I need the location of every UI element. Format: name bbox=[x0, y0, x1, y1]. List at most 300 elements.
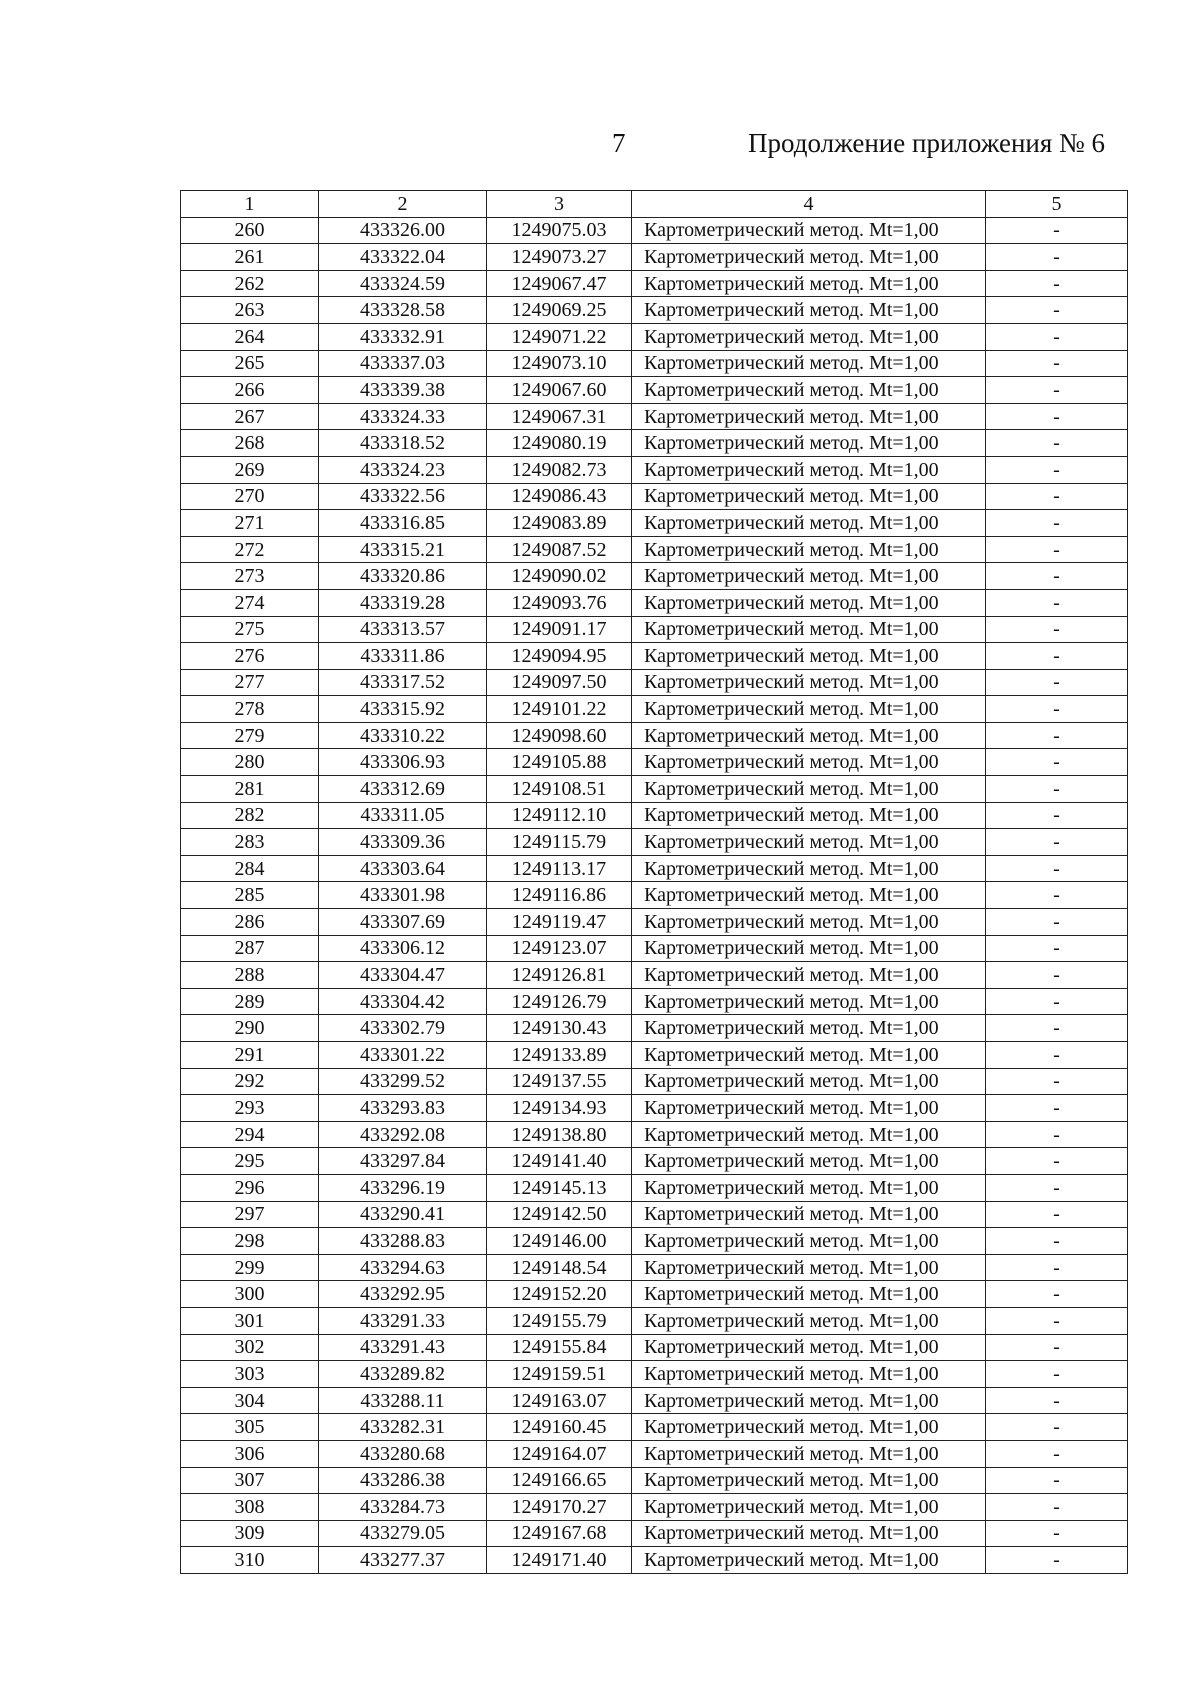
note-cell: - bbox=[986, 1414, 1128, 1441]
x-coordinate-cell: 433310.22 bbox=[319, 722, 487, 749]
y-coordinate-cell: 1249134.93 bbox=[487, 1095, 632, 1122]
table-row bbox=[181, 217, 1128, 244]
point-number-cell: 296 bbox=[181, 1174, 319, 1201]
note-cell: - bbox=[986, 829, 1128, 856]
x-coordinate-cell: 433317.52 bbox=[319, 669, 487, 696]
x-coordinate-cell: 433320.86 bbox=[319, 563, 487, 590]
y-coordinate-cell: 1249138.80 bbox=[487, 1121, 632, 1148]
table-row bbox=[181, 510, 1128, 537]
x-coordinate-cell: 433293.83 bbox=[319, 1095, 487, 1122]
y-coordinate-cell: 1249141.40 bbox=[487, 1148, 632, 1175]
x-coordinate-cell: 433311.86 bbox=[319, 643, 487, 670]
x-coordinate-cell: 433289.82 bbox=[319, 1361, 487, 1388]
note-cell: - bbox=[986, 589, 1128, 616]
method-cell: Картометрический метод. Mt=1,00 bbox=[632, 829, 986, 856]
table-row bbox=[181, 1520, 1128, 1547]
note-cell: - bbox=[986, 935, 1128, 962]
method-cell: Картометрический метод. Mt=1,00 bbox=[632, 589, 986, 616]
method-cell: Картометрический метод. Mt=1,00 bbox=[632, 1361, 986, 1388]
y-coordinate-cell: 1249155.79 bbox=[487, 1307, 632, 1334]
table-row bbox=[181, 456, 1128, 483]
method-cell: Картометрический метод. Mt=1,00 bbox=[632, 1254, 986, 1281]
point-number-cell: 269 bbox=[181, 456, 319, 483]
table-row bbox=[181, 1547, 1128, 1574]
y-coordinate-cell: 1249090.02 bbox=[487, 563, 632, 590]
method-cell: Картометрический метод. Mt=1,00 bbox=[632, 270, 986, 297]
table-row bbox=[181, 1068, 1128, 1095]
table-row bbox=[181, 1467, 1128, 1494]
y-coordinate-cell: 1249067.47 bbox=[487, 270, 632, 297]
table-row bbox=[181, 909, 1128, 936]
note-cell: - bbox=[986, 909, 1128, 936]
table-row bbox=[181, 829, 1128, 856]
point-number-cell: 297 bbox=[181, 1201, 319, 1228]
point-number-cell: 265 bbox=[181, 350, 319, 377]
note-cell: - bbox=[986, 643, 1128, 670]
method-cell: Картометрический метод. Mt=1,00 bbox=[632, 323, 986, 350]
column-header: 5 bbox=[986, 191, 1128, 218]
table-row bbox=[181, 536, 1128, 563]
y-coordinate-cell: 1249166.65 bbox=[487, 1467, 632, 1494]
method-cell: Картометрический метод. Mt=1,00 bbox=[632, 962, 986, 989]
y-coordinate-cell: 1249126.79 bbox=[487, 988, 632, 1015]
method-cell: Картометрический метод. Mt=1,00 bbox=[632, 1440, 986, 1467]
method-cell: Картометрический метод. Mt=1,00 bbox=[632, 722, 986, 749]
point-number-cell: 295 bbox=[181, 1148, 319, 1175]
x-coordinate-cell: 433292.08 bbox=[319, 1121, 487, 1148]
method-cell: Картометрический метод. Mt=1,00 bbox=[632, 1042, 986, 1069]
method-cell: Картометрический метод. Mt=1,00 bbox=[632, 802, 986, 829]
x-coordinate-cell: 433290.41 bbox=[319, 1201, 487, 1228]
y-coordinate-cell: 1249093.76 bbox=[487, 589, 632, 616]
x-coordinate-cell: 433301.22 bbox=[319, 1042, 487, 1069]
table-row bbox=[181, 270, 1128, 297]
table-row bbox=[181, 882, 1128, 909]
table-row bbox=[181, 935, 1128, 962]
table-row bbox=[181, 669, 1128, 696]
method-cell: Картометрический метод. Mt=1,00 bbox=[632, 217, 986, 244]
y-coordinate-cell: 1249163.07 bbox=[487, 1387, 632, 1414]
note-cell: - bbox=[986, 669, 1128, 696]
y-coordinate-cell: 1249148.54 bbox=[487, 1254, 632, 1281]
point-number-cell: 290 bbox=[181, 1015, 319, 1042]
x-coordinate-cell: 433303.64 bbox=[319, 855, 487, 882]
table-row bbox=[181, 1334, 1128, 1361]
point-number-cell: 273 bbox=[181, 563, 319, 590]
point-number-cell: 264 bbox=[181, 323, 319, 350]
method-cell: Картометрический метод. Mt=1,00 bbox=[632, 377, 986, 404]
note-cell: - bbox=[986, 616, 1128, 643]
table-row bbox=[181, 616, 1128, 643]
method-cell: Картометрический метод. Mt=1,00 bbox=[632, 1148, 986, 1175]
note-cell: - bbox=[986, 962, 1128, 989]
point-number-cell: 271 bbox=[181, 510, 319, 537]
table-row bbox=[181, 323, 1128, 350]
y-coordinate-cell: 1249097.50 bbox=[487, 669, 632, 696]
x-coordinate-cell: 433291.43 bbox=[319, 1334, 487, 1361]
method-cell: Картометрический метод. Mt=1,00 bbox=[632, 1015, 986, 1042]
y-coordinate-cell: 1249071.22 bbox=[487, 323, 632, 350]
point-number-cell: 292 bbox=[181, 1068, 319, 1095]
y-coordinate-cell: 1249119.47 bbox=[487, 909, 632, 936]
point-number-cell: 301 bbox=[181, 1307, 319, 1334]
method-cell: Картометрический метод. Mt=1,00 bbox=[632, 1414, 986, 1441]
method-cell: Картометрический метод. Mt=1,00 bbox=[632, 1494, 986, 1521]
x-coordinate-cell: 433324.33 bbox=[319, 403, 487, 430]
point-number-cell: 310 bbox=[181, 1547, 319, 1574]
table-body bbox=[181, 217, 1128, 1573]
note-cell: - bbox=[986, 749, 1128, 776]
y-coordinate-cell: 1249116.86 bbox=[487, 882, 632, 909]
note-cell: - bbox=[986, 1361, 1128, 1388]
y-coordinate-cell: 1249133.89 bbox=[487, 1042, 632, 1069]
table-row bbox=[181, 749, 1128, 776]
point-number-cell: 304 bbox=[181, 1387, 319, 1414]
y-coordinate-cell: 1249142.50 bbox=[487, 1201, 632, 1228]
point-number-cell: 260 bbox=[181, 217, 319, 244]
method-cell: Картометрический метод. Mt=1,00 bbox=[632, 1307, 986, 1334]
header-row bbox=[181, 191, 1128, 218]
x-coordinate-cell: 433296.19 bbox=[319, 1174, 487, 1201]
y-coordinate-cell: 1249098.60 bbox=[487, 722, 632, 749]
table-row bbox=[181, 297, 1128, 324]
table-row bbox=[181, 1174, 1128, 1201]
y-coordinate-cell: 1249067.60 bbox=[487, 377, 632, 404]
note-cell: - bbox=[986, 430, 1128, 457]
note-cell: - bbox=[986, 536, 1128, 563]
method-cell: Картометрический метод. Mt=1,00 bbox=[632, 430, 986, 457]
note-cell: - bbox=[986, 1281, 1128, 1308]
point-number-cell: 307 bbox=[181, 1467, 319, 1494]
note-cell: - bbox=[986, 882, 1128, 909]
y-coordinate-cell: 1249075.03 bbox=[487, 217, 632, 244]
x-coordinate-cell: 433324.23 bbox=[319, 456, 487, 483]
x-coordinate-cell: 433304.42 bbox=[319, 988, 487, 1015]
note-cell: - bbox=[986, 776, 1128, 803]
y-coordinate-cell: 1249146.00 bbox=[487, 1228, 632, 1255]
point-number-cell: 280 bbox=[181, 749, 319, 776]
x-coordinate-cell: 433306.12 bbox=[319, 935, 487, 962]
method-cell: Картометрический метод. Mt=1,00 bbox=[632, 403, 986, 430]
table-row bbox=[181, 1228, 1128, 1255]
note-cell: - bbox=[986, 563, 1128, 590]
method-cell: Картометрический метод. Mt=1,00 bbox=[632, 1547, 986, 1574]
note-cell: - bbox=[986, 1254, 1128, 1281]
table-row bbox=[181, 1121, 1128, 1148]
point-number-cell: 300 bbox=[181, 1281, 319, 1308]
y-coordinate-cell: 1249126.81 bbox=[487, 962, 632, 989]
coordinates-table bbox=[180, 190, 1128, 1574]
table-row bbox=[181, 776, 1128, 803]
note-cell: - bbox=[986, 456, 1128, 483]
x-coordinate-cell: 433312.69 bbox=[319, 776, 487, 803]
note-cell: - bbox=[986, 1201, 1128, 1228]
note-cell: - bbox=[986, 1228, 1128, 1255]
x-coordinate-cell: 433324.59 bbox=[319, 270, 487, 297]
table-row bbox=[181, 643, 1128, 670]
point-number-cell: 291 bbox=[181, 1042, 319, 1069]
table-row bbox=[181, 1307, 1128, 1334]
point-number-cell: 299 bbox=[181, 1254, 319, 1281]
y-coordinate-cell: 1249108.51 bbox=[487, 776, 632, 803]
note-cell: - bbox=[986, 1148, 1128, 1175]
point-number-cell: 282 bbox=[181, 802, 319, 829]
x-coordinate-cell: 433304.47 bbox=[319, 962, 487, 989]
table-row bbox=[181, 1042, 1128, 1069]
note-cell: - bbox=[986, 403, 1128, 430]
y-coordinate-cell: 1249152.20 bbox=[487, 1281, 632, 1308]
table-row bbox=[181, 696, 1128, 723]
table-row bbox=[181, 430, 1128, 457]
note-cell: - bbox=[986, 1494, 1128, 1521]
method-cell: Картометрический метод. Mt=1,00 bbox=[632, 1334, 986, 1361]
point-number-cell: 303 bbox=[181, 1361, 319, 1388]
note-cell: - bbox=[986, 696, 1128, 723]
x-coordinate-cell: 433288.11 bbox=[319, 1387, 487, 1414]
table-row bbox=[181, 988, 1128, 1015]
point-number-cell: 306 bbox=[181, 1440, 319, 1467]
point-number-cell: 278 bbox=[181, 696, 319, 723]
method-cell: Картометрический метод. Mt=1,00 bbox=[632, 1228, 986, 1255]
y-coordinate-cell: 1249082.73 bbox=[487, 456, 632, 483]
y-coordinate-cell: 1249115.79 bbox=[487, 829, 632, 856]
table-row bbox=[181, 1095, 1128, 1122]
y-coordinate-cell: 1249080.19 bbox=[487, 430, 632, 457]
note-cell: - bbox=[986, 244, 1128, 271]
method-cell: Картометрический метод. Mt=1,00 bbox=[632, 669, 986, 696]
method-cell: Картометрический метод. Mt=1,00 bbox=[632, 1068, 986, 1095]
y-coordinate-cell: 1249137.55 bbox=[487, 1068, 632, 1095]
x-coordinate-cell: 433318.52 bbox=[319, 430, 487, 457]
point-number-cell: 270 bbox=[181, 483, 319, 510]
x-coordinate-cell: 433316.85 bbox=[319, 510, 487, 537]
note-cell: - bbox=[986, 1440, 1128, 1467]
table-row bbox=[181, 1281, 1128, 1308]
table-row bbox=[181, 1148, 1128, 1175]
method-cell: Картометрический метод. Mt=1,00 bbox=[632, 1174, 986, 1201]
x-coordinate-cell: 433297.84 bbox=[319, 1148, 487, 1175]
method-cell: Картометрический метод. Mt=1,00 bbox=[632, 244, 986, 271]
x-coordinate-cell: 433315.92 bbox=[319, 696, 487, 723]
point-number-cell: 268 bbox=[181, 430, 319, 457]
note-cell: - bbox=[986, 1095, 1128, 1122]
table-row bbox=[181, 1015, 1128, 1042]
note-cell: - bbox=[986, 377, 1128, 404]
point-number-cell: 287 bbox=[181, 935, 319, 962]
method-cell: Картометрический метод. Mt=1,00 bbox=[632, 616, 986, 643]
y-coordinate-cell: 1249073.27 bbox=[487, 244, 632, 271]
point-number-cell: 305 bbox=[181, 1414, 319, 1441]
y-coordinate-cell: 1249073.10 bbox=[487, 350, 632, 377]
point-number-cell: 276 bbox=[181, 643, 319, 670]
method-cell: Картометрический метод. Mt=1,00 bbox=[632, 696, 986, 723]
column-header: 2 bbox=[319, 191, 487, 218]
x-coordinate-cell: 433280.68 bbox=[319, 1440, 487, 1467]
note-cell: - bbox=[986, 297, 1128, 324]
point-number-cell: 281 bbox=[181, 776, 319, 803]
y-coordinate-cell: 1249145.13 bbox=[487, 1174, 632, 1201]
y-coordinate-cell: 1249171.40 bbox=[487, 1547, 632, 1574]
x-coordinate-cell: 433326.00 bbox=[319, 217, 487, 244]
method-cell: Картометрический метод. Mt=1,00 bbox=[632, 350, 986, 377]
y-coordinate-cell: 1249130.43 bbox=[487, 1015, 632, 1042]
point-number-cell: 262 bbox=[181, 270, 319, 297]
point-number-cell: 272 bbox=[181, 536, 319, 563]
y-coordinate-cell: 1249155.84 bbox=[487, 1334, 632, 1361]
point-number-cell: 275 bbox=[181, 616, 319, 643]
x-coordinate-cell: 433302.79 bbox=[319, 1015, 487, 1042]
note-cell: - bbox=[986, 1068, 1128, 1095]
point-number-cell: 263 bbox=[181, 297, 319, 324]
y-coordinate-cell: 1249069.25 bbox=[487, 297, 632, 324]
table-row bbox=[181, 403, 1128, 430]
y-coordinate-cell: 1249083.89 bbox=[487, 510, 632, 537]
point-number-cell: 288 bbox=[181, 962, 319, 989]
method-cell: Картометрический метод. Mt=1,00 bbox=[632, 1387, 986, 1414]
point-number-cell: 261 bbox=[181, 244, 319, 271]
note-cell: - bbox=[986, 323, 1128, 350]
note-cell: - bbox=[986, 802, 1128, 829]
note-cell: - bbox=[986, 1174, 1128, 1201]
y-coordinate-cell: 1249113.17 bbox=[487, 855, 632, 882]
table-row bbox=[181, 1414, 1128, 1441]
note-cell: - bbox=[986, 988, 1128, 1015]
point-number-cell: 293 bbox=[181, 1095, 319, 1122]
y-coordinate-cell: 1249167.68 bbox=[487, 1520, 632, 1547]
point-number-cell: 285 bbox=[181, 882, 319, 909]
column-header: 1 bbox=[181, 191, 319, 218]
table-row bbox=[181, 1440, 1128, 1467]
table-row bbox=[181, 1494, 1128, 1521]
method-cell: Картометрический метод. Mt=1,00 bbox=[632, 1095, 986, 1122]
table-row bbox=[181, 1387, 1128, 1414]
note-cell: - bbox=[986, 1042, 1128, 1069]
point-number-cell: 294 bbox=[181, 1121, 319, 1148]
method-cell: Картометрический метод. Mt=1,00 bbox=[632, 643, 986, 670]
column-header: 3 bbox=[487, 191, 632, 218]
x-coordinate-cell: 433337.03 bbox=[319, 350, 487, 377]
x-coordinate-cell: 433301.98 bbox=[319, 882, 487, 909]
x-coordinate-cell: 433286.38 bbox=[319, 1467, 487, 1494]
x-coordinate-cell: 433282.31 bbox=[319, 1414, 487, 1441]
table-row bbox=[181, 722, 1128, 749]
note-cell: - bbox=[986, 1387, 1128, 1414]
x-coordinate-cell: 433322.04 bbox=[319, 244, 487, 271]
point-number-cell: 279 bbox=[181, 722, 319, 749]
y-coordinate-cell: 1249105.88 bbox=[487, 749, 632, 776]
x-coordinate-cell: 433277.37 bbox=[319, 1547, 487, 1574]
x-coordinate-cell: 433299.52 bbox=[319, 1068, 487, 1095]
method-cell: Картометрический метод. Mt=1,00 bbox=[632, 1467, 986, 1494]
method-cell: Картометрический метод. Mt=1,00 bbox=[632, 1201, 986, 1228]
table-row bbox=[181, 802, 1128, 829]
x-coordinate-cell: 433284.73 bbox=[319, 1494, 487, 1521]
note-cell: - bbox=[986, 270, 1128, 297]
point-number-cell: 283 bbox=[181, 829, 319, 856]
x-coordinate-cell: 433319.28 bbox=[319, 589, 487, 616]
note-cell: - bbox=[986, 350, 1128, 377]
table-row bbox=[181, 377, 1128, 404]
table-row bbox=[181, 855, 1128, 882]
note-cell: - bbox=[986, 1520, 1128, 1547]
point-number-cell: 284 bbox=[181, 855, 319, 882]
point-number-cell: 277 bbox=[181, 669, 319, 696]
note-cell: - bbox=[986, 1307, 1128, 1334]
appendix-caption: Продолжение приложения № 6 bbox=[748, 128, 1106, 158]
note-cell: - bbox=[986, 1121, 1128, 1148]
table-row bbox=[181, 962, 1128, 989]
y-coordinate-cell: 1249101.22 bbox=[487, 696, 632, 723]
x-coordinate-cell: 433292.95 bbox=[319, 1281, 487, 1308]
column-header: 4 bbox=[632, 191, 986, 218]
method-cell: Картометрический метод. Mt=1,00 bbox=[632, 456, 986, 483]
table-header bbox=[181, 191, 1128, 218]
y-coordinate-cell: 1249160.45 bbox=[487, 1414, 632, 1441]
y-coordinate-cell: 1249112.10 bbox=[487, 802, 632, 829]
method-cell: Картометрический метод. Mt=1,00 bbox=[632, 935, 986, 962]
point-number-cell: 302 bbox=[181, 1334, 319, 1361]
x-coordinate-cell: 433328.58 bbox=[319, 297, 487, 324]
y-coordinate-cell: 1249091.17 bbox=[487, 616, 632, 643]
y-coordinate-cell: 1249123.07 bbox=[487, 935, 632, 962]
point-number-cell: 308 bbox=[181, 1494, 319, 1521]
method-cell: Картометрический метод. Mt=1,00 bbox=[632, 510, 986, 537]
method-cell: Картометрический метод. Mt=1,00 bbox=[632, 563, 986, 590]
point-number-cell: 309 bbox=[181, 1520, 319, 1547]
method-cell: Картометрический метод. Mt=1,00 bbox=[632, 749, 986, 776]
y-coordinate-cell: 1249170.27 bbox=[487, 1494, 632, 1521]
y-coordinate-cell: 1249164.07 bbox=[487, 1440, 632, 1467]
table-row bbox=[181, 1254, 1128, 1281]
method-cell: Картометрический метод. Mt=1,00 bbox=[632, 483, 986, 510]
note-cell: - bbox=[986, 1334, 1128, 1361]
table-row bbox=[181, 563, 1128, 590]
point-number-cell: 289 bbox=[181, 988, 319, 1015]
method-cell: Картометрический метод. Mt=1,00 bbox=[632, 776, 986, 803]
method-cell: Картометрический метод. Mt=1,00 bbox=[632, 536, 986, 563]
method-cell: Картометрический метод. Mt=1,00 bbox=[632, 855, 986, 882]
page-number: 7 bbox=[612, 128, 626, 158]
y-coordinate-cell: 1249087.52 bbox=[487, 536, 632, 563]
y-coordinate-cell: 1249159.51 bbox=[487, 1361, 632, 1388]
table-row bbox=[181, 244, 1128, 271]
method-cell: Картометрический метод. Mt=1,00 bbox=[632, 1520, 986, 1547]
x-coordinate-cell: 433309.36 bbox=[319, 829, 487, 856]
x-coordinate-cell: 433332.91 bbox=[319, 323, 487, 350]
table-row bbox=[181, 350, 1128, 377]
note-cell: - bbox=[986, 217, 1128, 244]
x-coordinate-cell: 433339.38 bbox=[319, 377, 487, 404]
table-row bbox=[181, 1201, 1128, 1228]
note-cell: - bbox=[986, 1015, 1128, 1042]
x-coordinate-cell: 433288.83 bbox=[319, 1228, 487, 1255]
x-coordinate-cell: 433311.05 bbox=[319, 802, 487, 829]
point-number-cell: 286 bbox=[181, 909, 319, 936]
point-number-cell: 298 bbox=[181, 1228, 319, 1255]
method-cell: Картометрический метод. Mt=1,00 bbox=[632, 988, 986, 1015]
table-row bbox=[181, 1361, 1128, 1388]
x-coordinate-cell: 433307.69 bbox=[319, 909, 487, 936]
note-cell: - bbox=[986, 1467, 1128, 1494]
x-coordinate-cell: 433306.93 bbox=[319, 749, 487, 776]
note-cell: - bbox=[986, 855, 1128, 882]
point-number-cell: 266 bbox=[181, 377, 319, 404]
x-coordinate-cell: 433291.33 bbox=[319, 1307, 487, 1334]
y-coordinate-cell: 1249086.43 bbox=[487, 483, 632, 510]
x-coordinate-cell: 433315.21 bbox=[319, 536, 487, 563]
method-cell: Картометрический метод. Mt=1,00 bbox=[632, 882, 986, 909]
table-row bbox=[181, 483, 1128, 510]
